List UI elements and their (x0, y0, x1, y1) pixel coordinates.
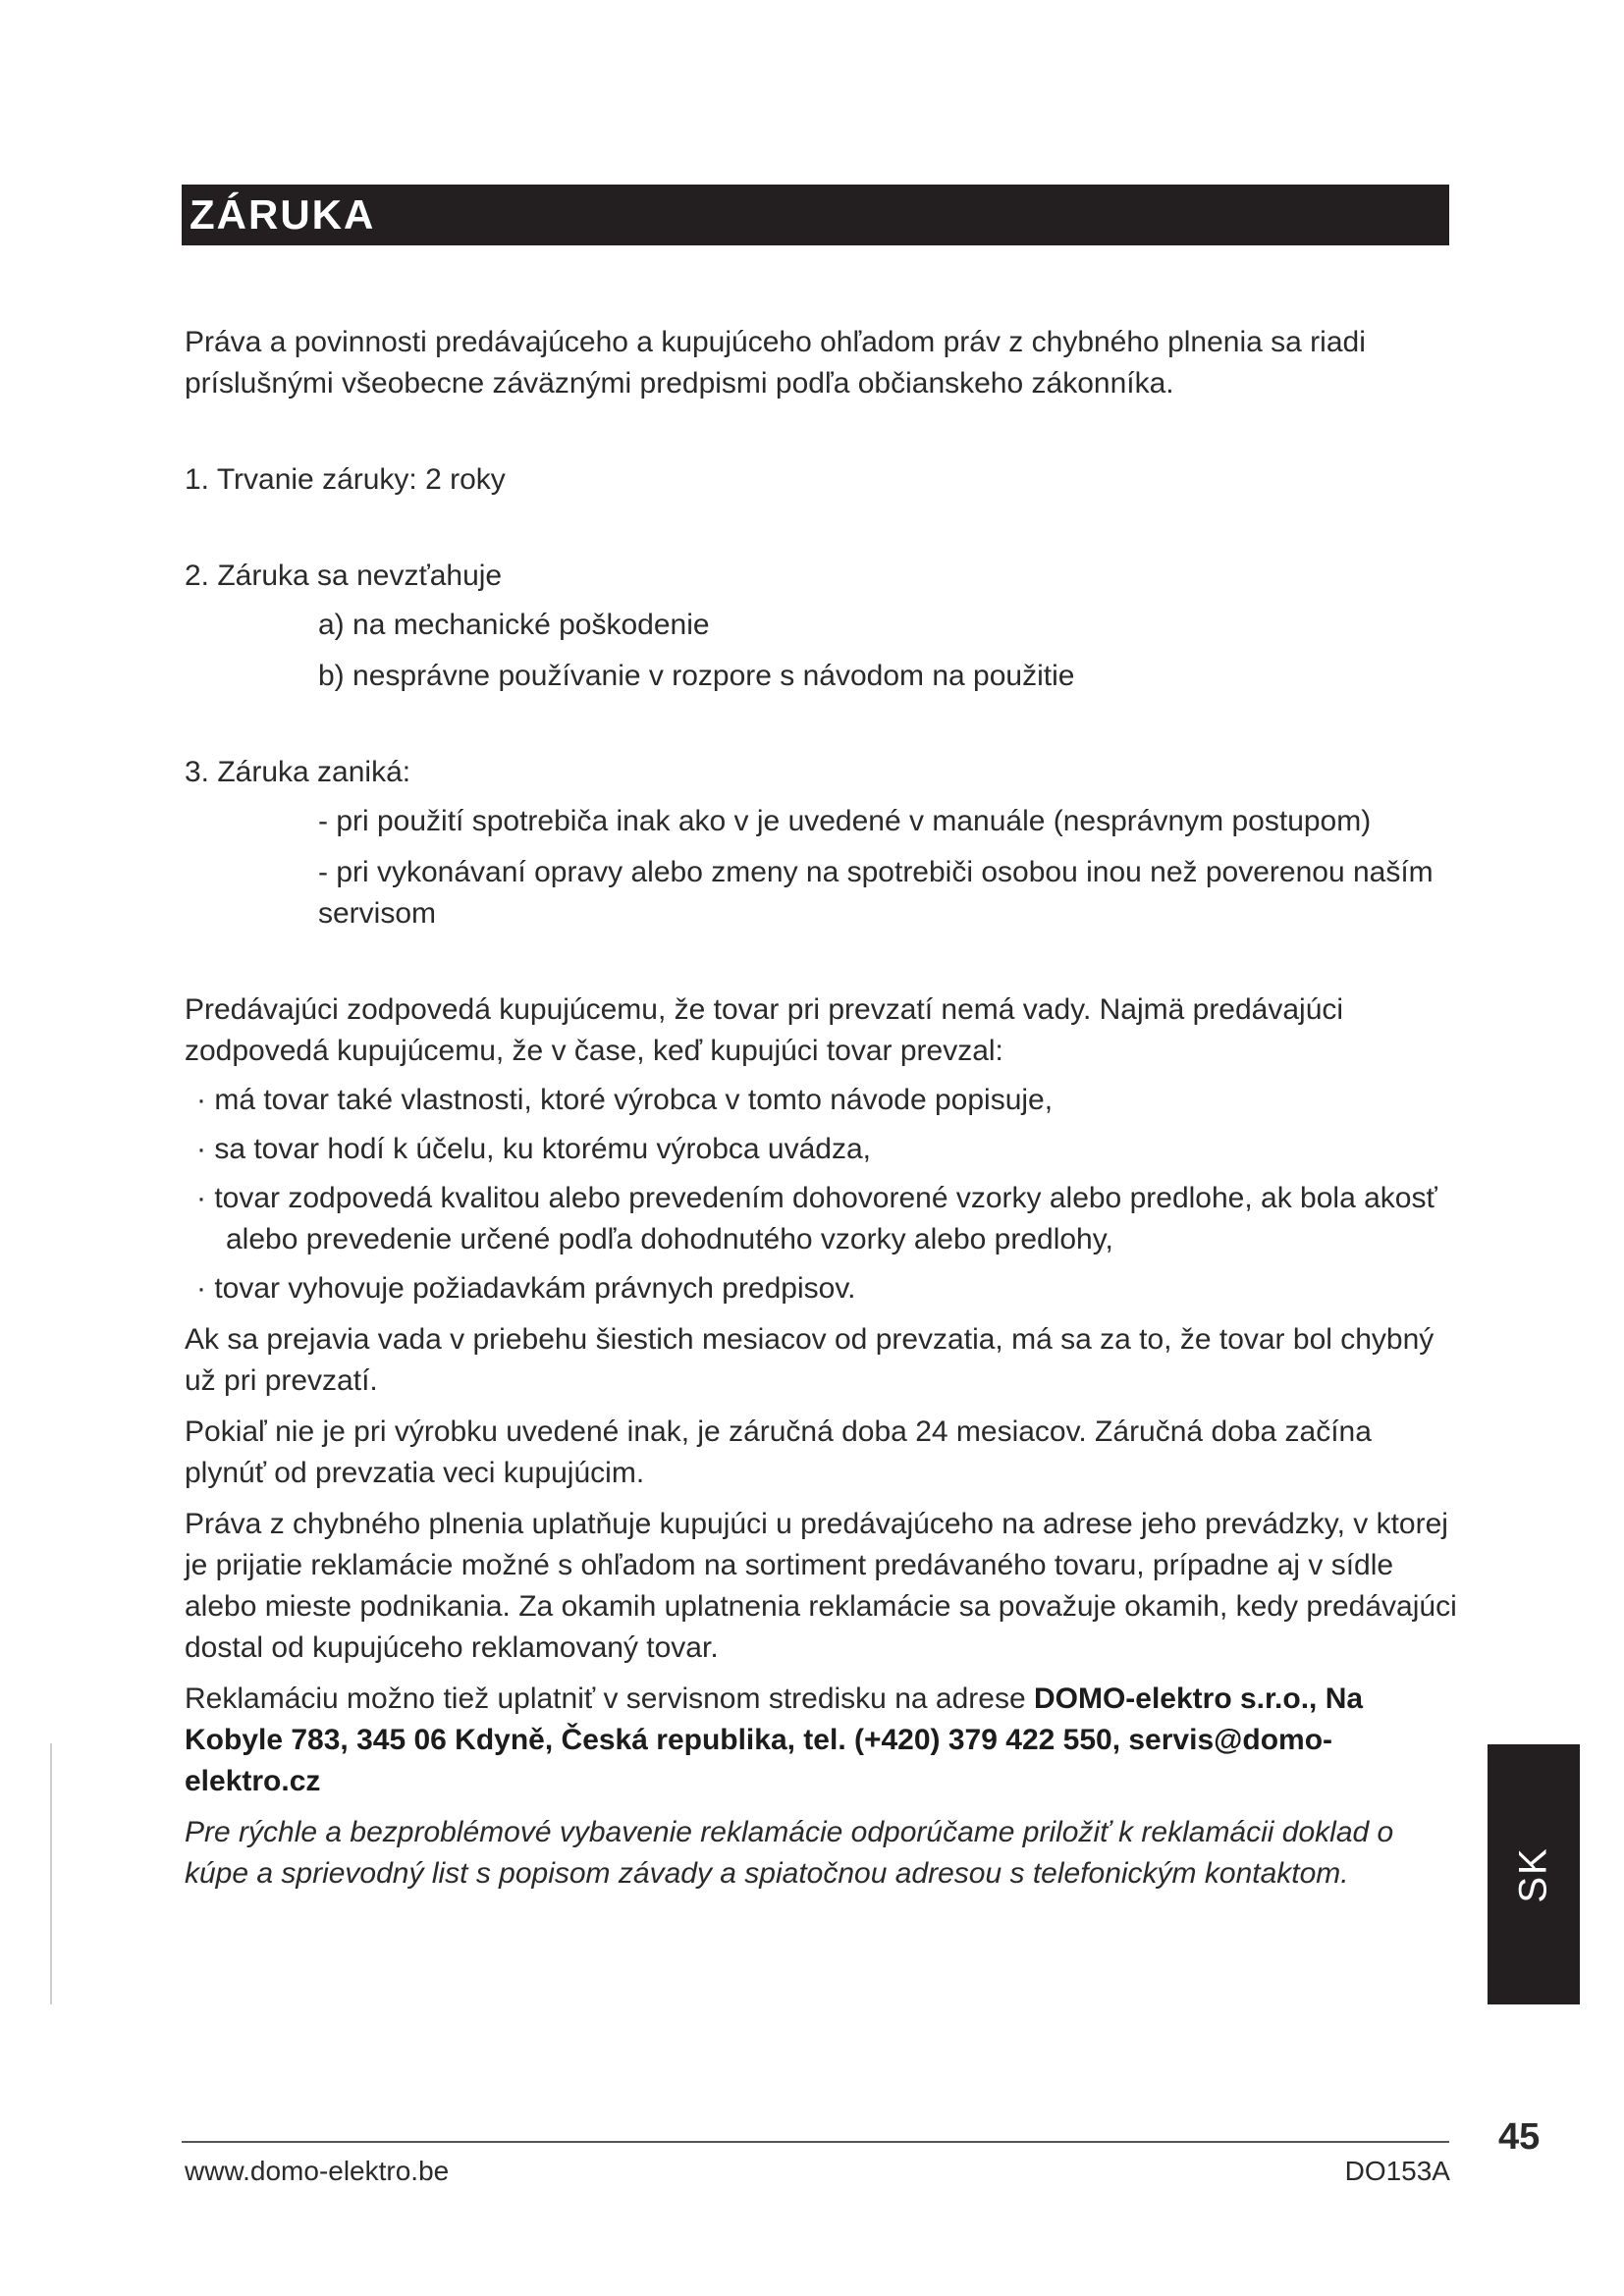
claims-paragraph: Práva z chybného plnenia uplatňuje kupujúci u predávajúceho na adrese jeho prevádzky, v ktorej je prijatie reklamácie možné s ohľadom na sortiment predávaného tovaru, prípadne aj v sídle alebo mieste podnikania. Za okamih uplatnenia reklamácie sa považuje okamih, kedy predávajúci dostal od kupujúceho reklamovaný tovar. (185, 1508, 1457, 1664)
service-center-address: DOMO-elektro s.r.o., Na Kobyle 783, 345 06 Kdyně, Česká republika, tel. (+420) 379 422 550, servis@domo-elektro.cz (185, 1682, 1364, 1797)
item-2-a: a) na mechanické poškodenie (318, 609, 710, 641)
page-number: 45 (1498, 2116, 1541, 2158)
warranty-period-paragraph: Pokiaľ nie je pri výrobku uvedené inak, je záručná doba 24 mesiacov. Záručná doba začína plynúť od prevzatia veci kupujúcim. (185, 1415, 1372, 1489)
item-2-label: 2. Záruka sa nevzťahuje (185, 560, 503, 592)
bullet-item: · sa tovar hodí k účelu, ku ktorému výrobca uvádza, (196, 1133, 871, 1165)
margin-divider (50, 1743, 52, 2004)
item-2-b: b) nesprávne používanie v rozpore s návodom na použitie (318, 660, 1075, 692)
service-center-paragraph (185, 1679, 1461, 1802)
footer-model: DO153A (1344, 2156, 1450, 2186)
footer-divider (182, 2141, 1449, 2143)
bullet-item: · má tovar také vlastnosti, ktoré výrobca v tomto návode popisuje, (196, 1084, 1054, 1116)
recommendation-text: Pre rýchle a bezproblémové vybavenie reklamácie odporúčame priložiť k reklamácii doklad o kúpe a sprievodný list s popisom závady a spiatočnou adresou s telefonickým kontaktom. (185, 1816, 1394, 1890)
item-3-label: 3. Záruka zaniká: (185, 756, 411, 788)
language-tab (1488, 1744, 1580, 2004)
footer-website: www.domo-elektro.be (185, 2156, 450, 2186)
bullet-item: · tovar zodpovedá kvalitou alebo prevedením dohovorené vzorky alebo predlohe, ak bola akosť alebo prevedenie určené podľa dohodnutého vzorky alebo predlohy, (196, 1182, 1437, 1255)
intro-paragraph: Práva a povinnosti predávajúceho a kupujúceho ohľadom práv z chybného plnenia sa riadi príslušnými všeobecne záväznými predpismi podľa občianskeho zákonníka. (185, 326, 1366, 400)
section-title: ZÁRUKA (189, 191, 376, 238)
warranty-item-exclusions (185, 556, 1461, 697)
defect-paragraph: Ak sa prejavia vada v priebehu šiestich mesiacov od prevzatia, má sa za to, že tovar bol chybný už pri prevzatí. (185, 1323, 1435, 1397)
seller-liability-paragraph: Predávajúci zodpovedá kupujúcemu, že tovar pri prevzatí nemá vady. Najmä predávajúci zodpovedá kupujúcemu, že v čase, keď kupujúci tovar prevzal: (185, 993, 1344, 1067)
item-3-d2: - pri vykonávaní opravy alebo zmeny na spotrebiči osobou inou než poverenou naším servisom (318, 856, 1434, 930)
warranty-item-duration (185, 459, 1461, 501)
section-title-bar (182, 185, 1449, 245)
service-center-prefix: Reklamáciu možno tiež uplatniť v servisnom stredisku na adrese (185, 1682, 1034, 1715)
warranty-content (185, 322, 1461, 1895)
language-tab-label: SK (1511, 1845, 1555, 1903)
item-1: 1. Trvanie záruky: 2 roky (185, 463, 506, 496)
bullet-item: · tovar vyhovuje požiadavkám právnych predpisov. (196, 1272, 856, 1305)
warranty-item-termination (185, 752, 1461, 934)
recommendation-paragraph (185, 1812, 1461, 1895)
item-3-d1: - pri použití spotrebiča inak ako v je uvedené v manuále (nesprávnym postupom) (318, 805, 1372, 837)
